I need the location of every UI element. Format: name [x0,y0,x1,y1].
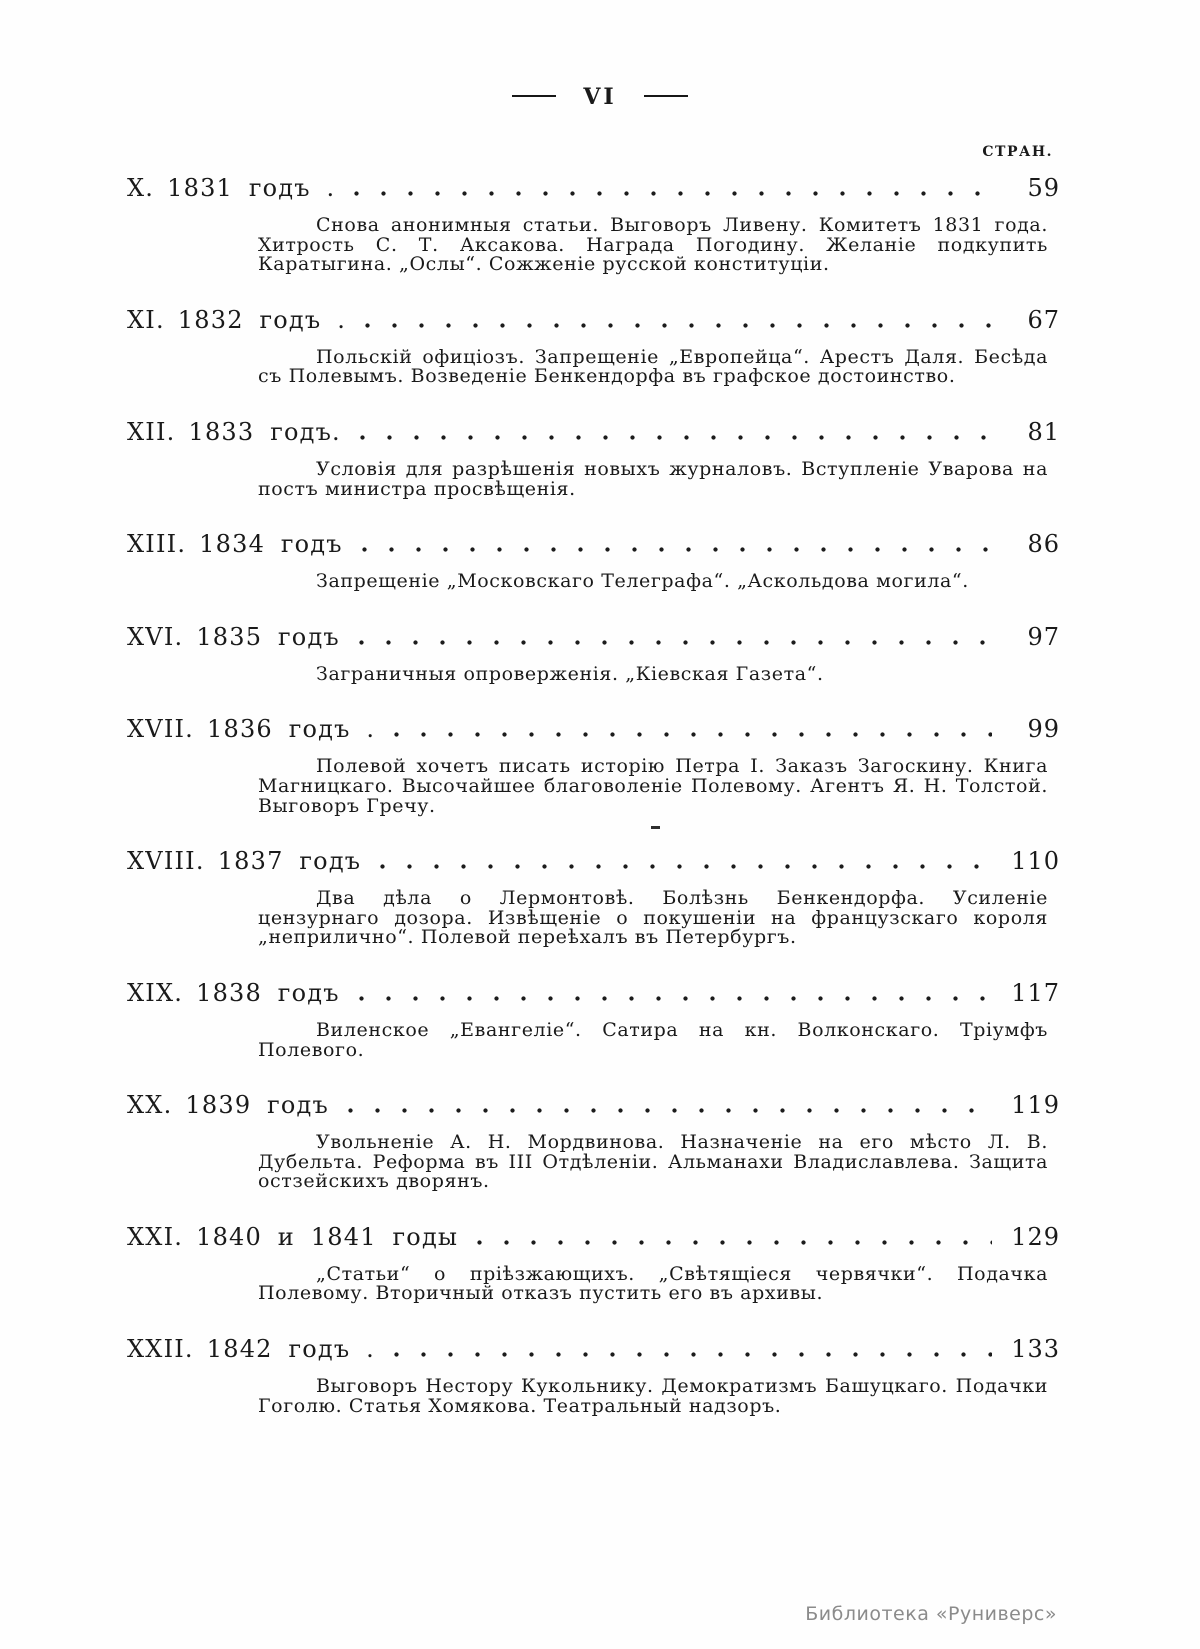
chapter-title: 1836 годъ . [207,715,376,744]
toc-entry [127,174,1060,275]
toc-entry-heading [127,623,1060,651]
page-number: 119 [1011,1091,1060,1120]
chapter-numeral: XI. [127,305,165,334]
chapter-numeral: XX. [127,1091,173,1120]
chapter-title: 1833 годъ. [188,417,341,446]
page-number: 59 [1027,174,1060,202]
chapter-numeral: XVIII. [127,847,205,876]
chapter-title: 1837 годъ [217,847,362,876]
chapter-numeral: XXII. [127,1335,194,1364]
dot-leader [347,1107,992,1114]
toc-entry-heading [127,306,1060,334]
toc-entry [127,715,1060,816]
chapter-numeral: XVI. [127,622,184,651]
chapter-summary: Польскій офиціозъ. Запрещеніе „Европейца“. Арестъ Даля. Бесѣда съ Полевымъ. Возведеніе Бенкендорфа въ графское достоинство. [258,345,1048,388]
dot-leader [353,190,992,197]
library-watermark: Библиотека «Руниверс» [805,1603,1057,1625]
dot-leader [358,639,992,646]
chapter-summary: Условія для разрѣшенія новыхъ журналовъ. Вступленіе Уварова на постъ министра просвѣщенія. [258,457,1048,500]
dot-leader [393,1351,992,1358]
header-rule-right [644,95,688,97]
toc-entry [127,306,1060,387]
page-number: 86 [1027,530,1060,559]
chapter-summary: Снова анонимныя статьи. Выговоръ Ливену. Комитетъ 1831 года. Хитрость С. Т. Аксакова. Награда Погодину. Желаніе подкупить Каратыгина. „Ослы“. Сожженіе русской конституціи. [258,214,1048,276]
toc-entry-heading [127,1335,1060,1363]
chapter-numeral: XIII. [127,530,187,559]
chapter-summary: Выговоръ Нестору Кукольнику. Демократизмъ Башуцкаго. Подачки Гоголю. Статья Хомякова. Театральный надзоръ. [258,1375,1048,1417]
chapter-title: 1840 и 1841 годы [196,1222,459,1251]
dot-leader [359,434,992,441]
pages-column-label: СТРАН. [982,144,1053,160]
chapter-title: 1835 годъ [196,622,340,651]
toc-entry-heading [127,530,1060,558]
chapter-title: 1831 годъ . [167,174,336,202]
toc-entry-heading [127,979,1060,1007]
page-number: 67 [1027,305,1060,334]
page-number: 133 [1011,1335,1060,1364]
toc-entry [127,1091,1060,1192]
chapter-summary: Полевой хочетъ писать исторію Петра I. Заказъ Загоскину. Книга Магницкаго. Высочайшее благоволеніе Полевому. Агентъ Я. Н. Толстой. Выговоръ Гречу. [258,755,1048,817]
toc-entry [127,530,1060,592]
toc-entry [127,418,1060,499]
chapter-numeral: X. [127,174,155,202]
toc-entry-heading [127,418,1060,446]
dot-leader [393,731,992,738]
toc-entry-heading [127,1223,1060,1251]
chapter-numeral: XIX. [127,978,184,1007]
folio-page-numeral: VI [583,84,617,110]
dot-leader [476,1239,992,1246]
toc-entry [127,979,1060,1060]
toc-entry [127,1223,1060,1304]
scan-artifact-mark [651,826,660,829]
dot-leader [364,322,992,329]
table-of-contents [127,174,1060,1447]
page-number: 129 [1011,1222,1060,1251]
toc-entry [127,623,1060,685]
chapter-summary: Запрещеніе „Московскаго Телеграфа“. „Аскольдова могила“. [316,570,969,593]
chapter-title: 1832 годъ . [177,305,347,334]
toc-entry-heading [127,1091,1060,1119]
chapter-numeral: XVII. [127,715,195,744]
chapter-title: 1842 годъ . [206,1335,376,1364]
chapter-summary: Два дѣла о Лермонтовѣ. Болѣзнь Бенкендорфа. Усиленіе цензурнаго дозора. Извѣщеніе о покушеніи на французскаго короля „неприлично“. Полевой переѣхалъ въ Петербургъ. [258,887,1048,949]
dot-leader [358,995,992,1002]
page-number: 81 [1027,417,1060,446]
toc-entry-heading [127,847,1060,875]
chapter-summary: Виленское „Евангеліе“. Сатира на кн. Волконскаго. Тріумфъ Полевого. [258,1018,1048,1061]
page-number: 117 [1011,978,1060,1007]
chapter-numeral: XXI. [127,1222,184,1251]
chapter-title: 1838 годъ [196,978,340,1007]
chapter-title: 1834 годъ [199,530,343,559]
header-rule-left [512,95,556,97]
toc-entry-heading [127,715,1060,743]
chapter-summary: Заграничныя опроверженія. „Кіевская Газета“. [316,662,824,685]
chapter-numeral: XII. [127,417,176,446]
page-number: 97 [1027,622,1060,651]
page-number: 110 [1011,847,1060,876]
page-number: 99 [1027,715,1060,744]
chapter-summary: „Статьи“ о пріѣзжающихъ. „Свѣтящіеся червячки“. Подачка Полевому. Вторичный отказъ пустить его въ архивы. [258,1262,1048,1305]
toc-entry [127,847,1060,948]
dot-leader [361,546,992,553]
toc-entry-heading [127,174,1060,202]
chapter-summary: Увольненіе А. Н. Мордвинова. Назначеніе на его мѣсто Л. В. Дубельта. Реформа въ III Отдѣленіи. Альманахи Владиславлева. Защита остзейскихъ дворянъ. [258,1131,1048,1193]
dot-leader [379,863,992,870]
running-head [0,84,1200,110]
chapter-title: 1839 годъ [185,1091,329,1120]
toc-entry [127,1335,1060,1416]
